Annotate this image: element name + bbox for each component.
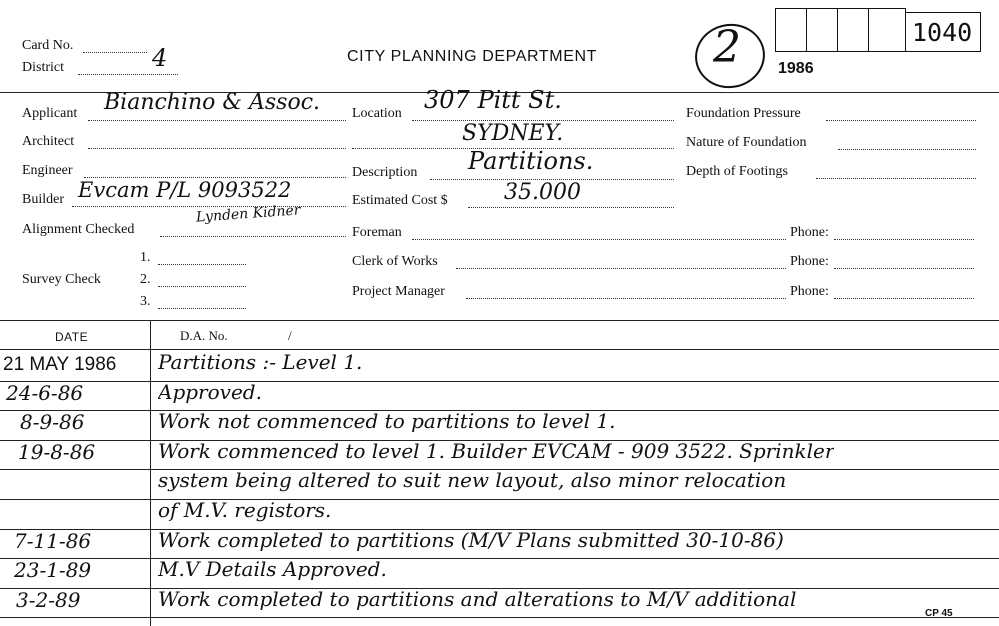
log-row-divider: [0, 499, 999, 500]
log-entry: system being altered to suit new layout, also minor relocation: [158, 468, 787, 493]
survey-1-label: 1.: [140, 250, 151, 265]
foundation-pressure-field: [826, 120, 976, 121]
pm-phone-label: Phone:: [790, 284, 829, 299]
foreman-phone-field: [834, 239, 974, 240]
log-row-divider: [0, 381, 999, 382]
da-slash: /: [288, 328, 292, 343]
builder-label: Builder: [22, 192, 64, 207]
log-entry: Work not commenced to partitions to level 1.: [158, 409, 616, 434]
log-entry: Work completed to partitions and alterations to M/V additional: [158, 586, 797, 611]
log-date: 8-9-86: [20, 410, 85, 435]
year: 1986: [778, 60, 814, 77]
pm-phone-field: [834, 298, 974, 299]
foreman-label: Foreman: [352, 225, 402, 240]
card-no-field: [83, 52, 147, 53]
cost-field: [468, 207, 674, 208]
survey-3-field: [158, 308, 246, 309]
clerk-field: [456, 268, 786, 269]
card-no-label: Card No.: [22, 38, 74, 53]
location-value-2: SYDNEY.: [462, 121, 564, 146]
card-number-box-3: [837, 8, 869, 52]
location-label: Location: [352, 106, 402, 121]
description-value: Partitions.: [468, 147, 594, 175]
log-column-divider: [150, 320, 151, 626]
foreman-field: [412, 239, 786, 240]
pm-label: Project Manager: [352, 284, 445, 299]
location-value: 307 Pitt St.: [424, 86, 562, 114]
log-entry: M.V Details Approved.: [158, 557, 387, 582]
survey-3-label: 3.: [140, 294, 151, 309]
circle-number: 2: [713, 22, 741, 73]
depth-label: Depth of Footings: [686, 164, 788, 179]
nature-field: [838, 149, 976, 150]
card-number-box-4: [868, 8, 906, 52]
log-date: 19-8-86: [18, 439, 96, 464]
survey-2-field: [158, 286, 246, 287]
nature-label: Nature of Foundation: [686, 135, 807, 150]
log-date: 23-1-89: [14, 558, 92, 583]
log-row-divider: [0, 558, 999, 559]
survey-2-label: 2.: [140, 272, 151, 287]
log-date: 3-2-89: [16, 587, 81, 612]
alignment-label: Alignment Checked: [22, 222, 135, 237]
date-header: DATE: [55, 330, 89, 344]
cost-label: Estimated Cost $: [352, 193, 448, 208]
log-entry: of M.V. registors.: [158, 498, 332, 522]
district-label: District: [22, 60, 64, 75]
log-entry: Work commenced to level 1. Builder EVCAM - 909 3522. Sprinkler: [158, 438, 835, 463]
footer-code: CP 45: [925, 608, 953, 619]
log-header-divider: [0, 349, 999, 350]
card-number-box-2: [806, 8, 838, 52]
alignment-field: [160, 236, 346, 237]
applicant-field: [88, 120, 346, 121]
survey-1-field: [158, 264, 246, 265]
description-label: Description: [352, 165, 418, 180]
clerk-phone-field: [834, 268, 974, 269]
card-number: 1040: [912, 18, 973, 47]
engineer-label: Engineer: [22, 163, 73, 178]
department-title: CITY PLANNING DEPARTMENT: [347, 48, 597, 65]
log-date: 24-6-86: [6, 380, 84, 405]
district-field: [78, 74, 178, 75]
pm-field: [466, 298, 786, 299]
log-entry: Work completed to partitions (M/V Plans submitted 30-10-86): [158, 527, 784, 552]
architect-label: Architect: [22, 134, 75, 149]
da-header: D.A. No.: [180, 328, 228, 343]
district-value: 4: [152, 44, 168, 72]
builder-contact: Lynden Kidner: [195, 202, 302, 226]
depth-field: [816, 178, 976, 179]
clerk-phone-label: Phone:: [790, 254, 829, 269]
architect-field: [88, 148, 346, 149]
applicant-value: Bianchino & Assoc.: [104, 90, 321, 115]
log-entry: Approved.: [158, 379, 262, 404]
foundation-pressure-label: Foundation Pressure: [686, 106, 801, 121]
log-date: 7-11-86: [14, 528, 92, 553]
builder-field: [72, 206, 346, 207]
applicant-label: Applicant: [22, 106, 78, 121]
cost-value: 35.000: [504, 180, 581, 205]
builder-value: Evcam P/L 9093522: [78, 178, 292, 202]
log-entry: Partitions :- Level 1.: [158, 350, 363, 374]
log-row-divider: [0, 617, 999, 618]
foreman-phone-label: Phone:: [790, 225, 829, 240]
card-number-box-1: [775, 8, 807, 52]
survey-label: Survey Check: [22, 272, 101, 287]
clerk-label: Clerk of Works: [352, 254, 438, 269]
log-date: 21 MAY 1986: [3, 354, 117, 375]
